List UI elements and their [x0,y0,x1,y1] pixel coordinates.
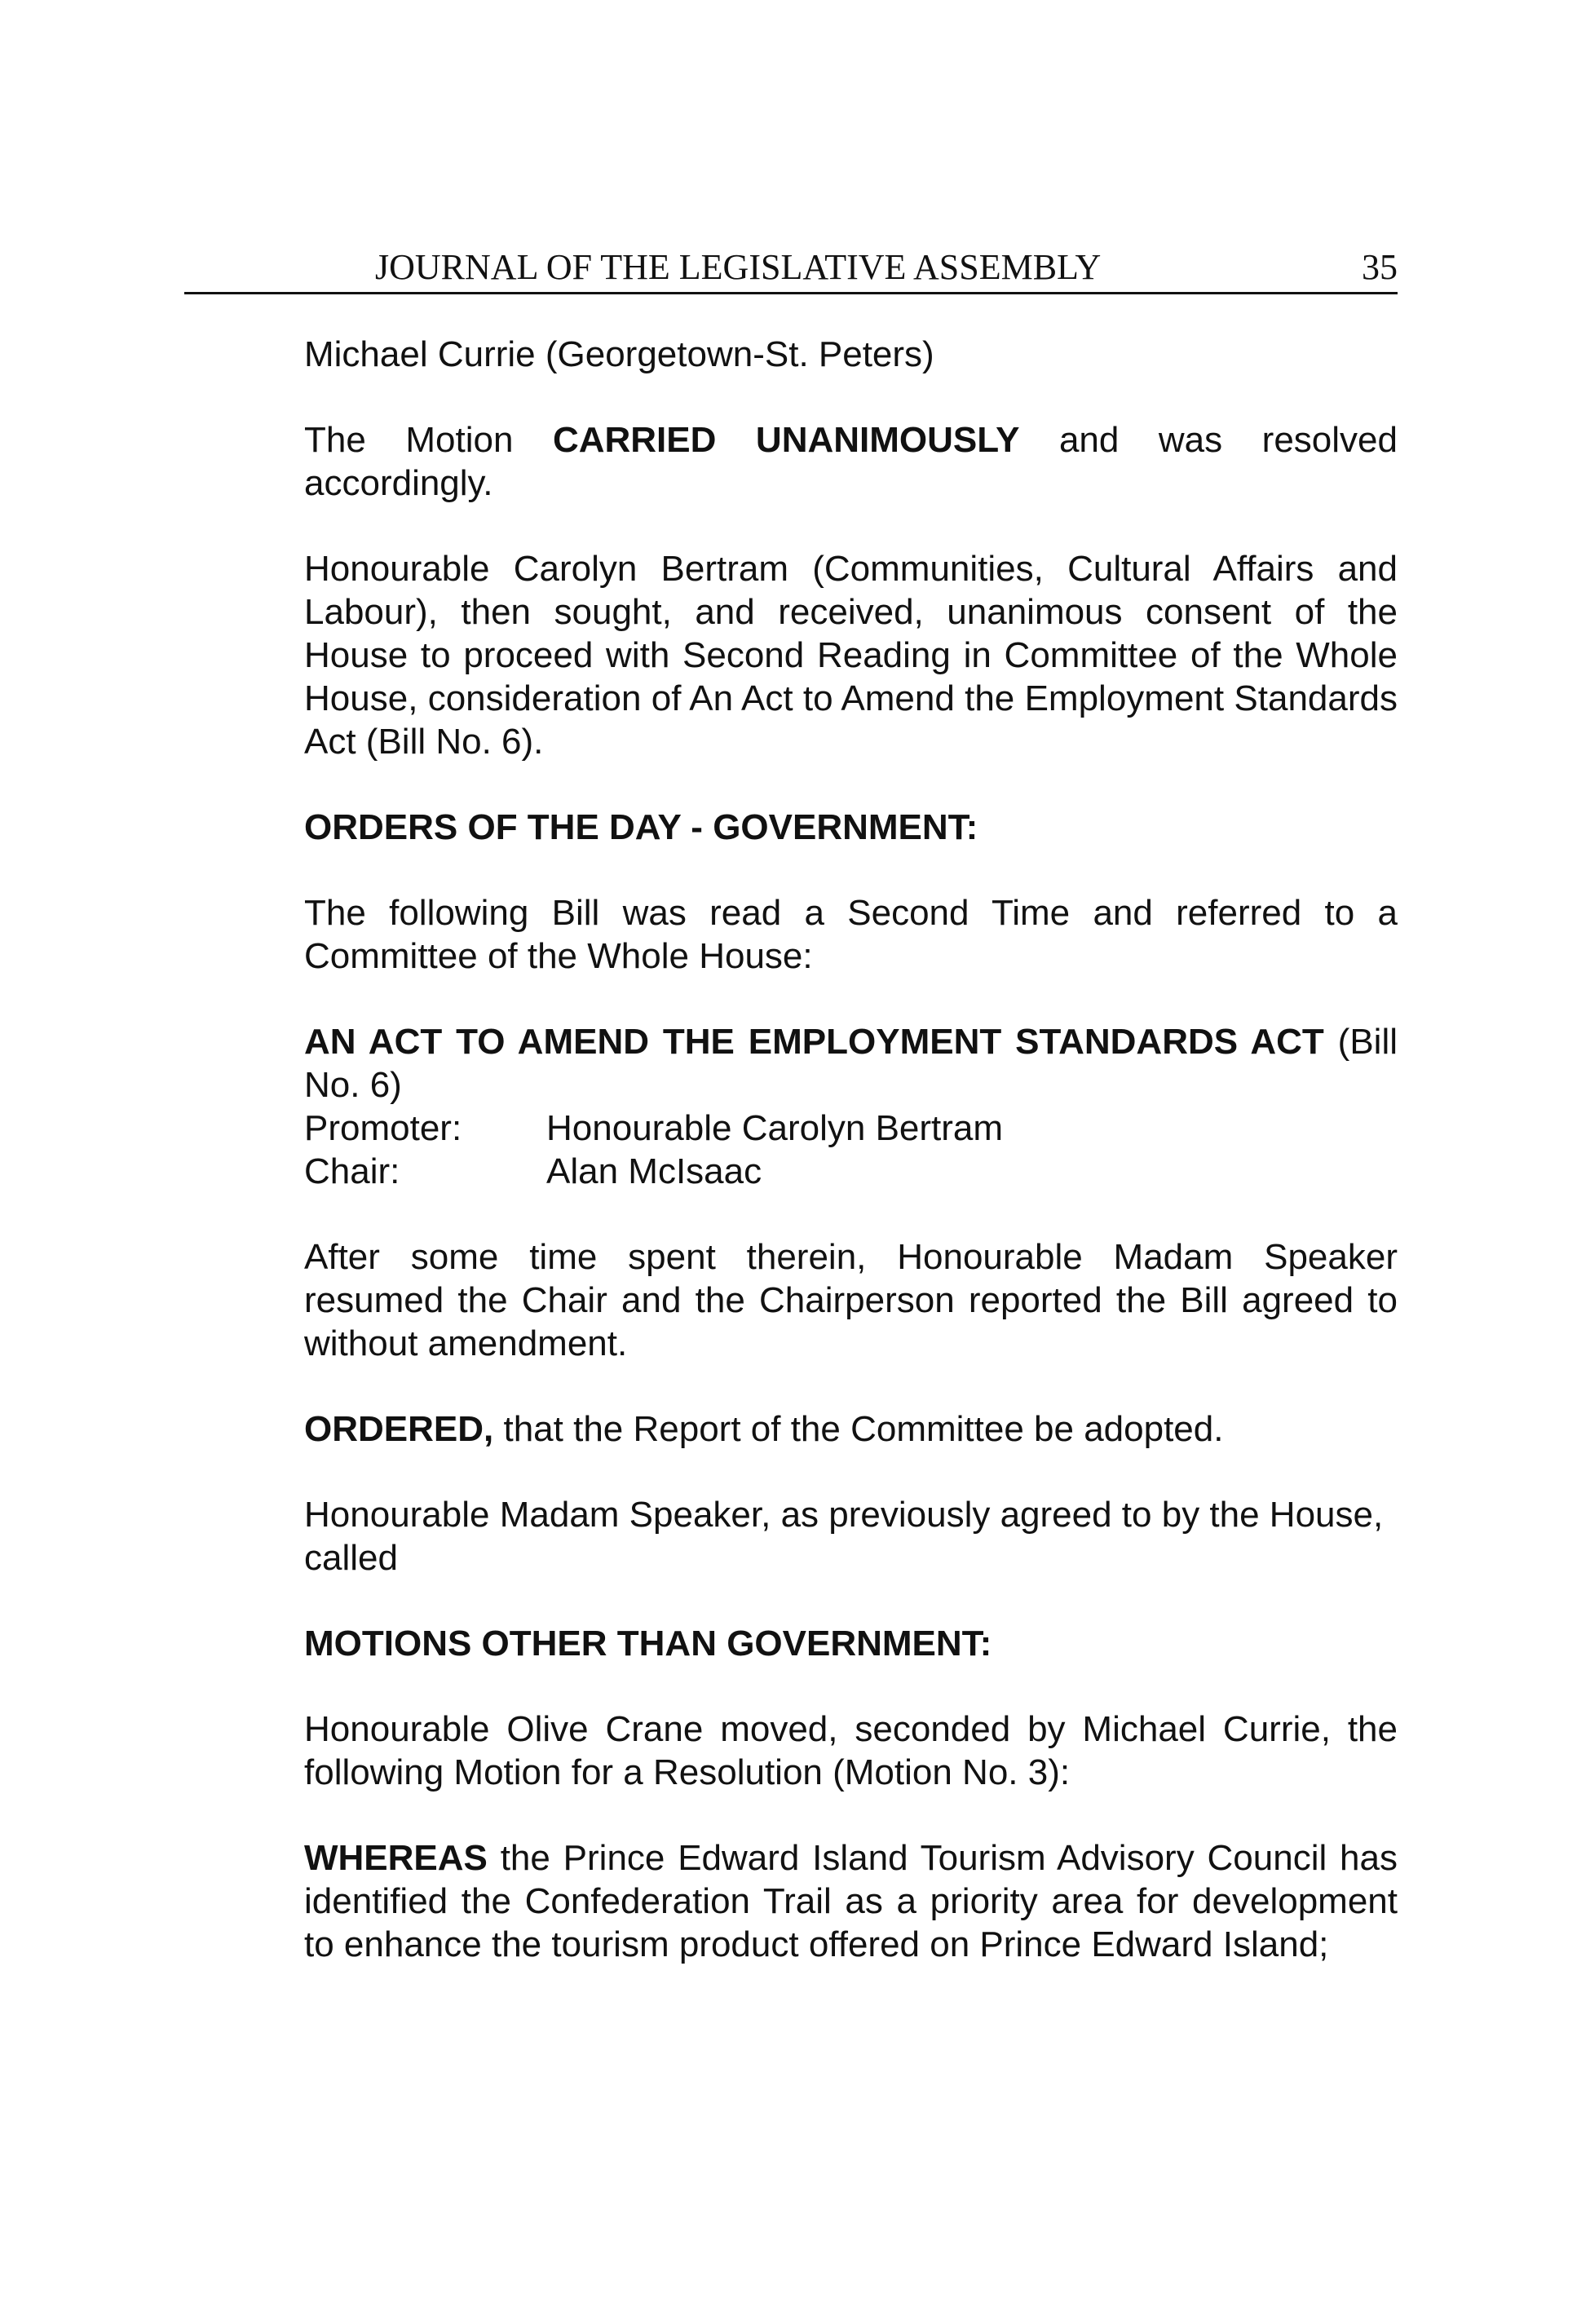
chair-value: Alan McIsaac [546,1151,762,1191]
bill-title-bold: AN ACT TO AMEND THE EMPLOYMENT STANDARDS ACT [304,1022,1324,1062]
consent-paragraph: Honourable Carolyn Bertram (Communities, Cultural Affairs and Labour), then sought, and received, unanimous consent of the House to proceed with Second Reading in Committee of the Whole House, consideration of An Act to Amend the Employment Standards Act (Bill No. 6). [304,549,1398,762]
whereas-rest: the Prince Edward Island Tourism Advisory Council has identified the Confederation Trail as a priority area for development to enhance the tourism product offered on Prince Edward Island; [304,1838,1398,1964]
body-text [304,333,1398,2008]
motion-result-paragraph [304,418,1398,505]
orders-of-the-day-heading: ORDERS OF THE DAY - GOVERNMENT: [304,807,978,847]
ordered-paragraph [304,1407,1398,1451]
chair-label: Chair: [304,1151,400,1191]
running-header [184,243,1398,294]
bill-title-rest: (Bill No. 6) [304,1022,1398,1105]
speaker-called-paragraph: Honourable Madam Speaker, as previously agreed to by the House, called [304,1495,1384,1578]
motion-moved-paragraph: Honourable Olive Crane moved, seconded by Michael Currie, the following Motion for a Resolution (Motion No. 3): [304,1709,1398,1792]
promoter-label: Promoter: [304,1108,462,1148]
page-number: 35 [1362,247,1398,287]
chair-row [304,1150,1398,1193]
bill-block [304,1020,1398,1193]
journal-title: JOURNAL OF THE LEGISLATIVE ASSEMBLY [375,247,1102,287]
whereas-paragraph [304,1836,1398,1966]
committee-report-paragraph: After some time spent therein, Honourable Madam Speaker resumed the Chair and the Chairperson reported the Bill agreed to without amendment. [304,1237,1398,1363]
ordered-bold: ORDERED, [304,1409,494,1449]
motion-result-pre: The Motion [304,420,553,460]
promoter-row [304,1107,1398,1150]
bill-title [304,1020,1398,1107]
ordered-rest: that the Report of the Committee be adopted. [493,1409,1224,1449]
motion-result-post: and was resolved accordingly. [304,420,1398,503]
member-line: Michael Currie (Georgetown-St. Peters) [304,334,934,374]
motion-result-bold: CARRIED UNANIMOUSLY [552,420,1020,460]
second-reading-paragraph: The following Bill was read a Second Time and referred to a Committee of the Whole House: [304,893,1398,976]
whereas-bold: WHEREAS [304,1838,488,1878]
motions-other-heading: MOTIONS OTHER THAN GOVERNMENT: [304,1624,992,1663]
promoter-value: Honourable Carolyn Bertram [546,1108,1004,1148]
